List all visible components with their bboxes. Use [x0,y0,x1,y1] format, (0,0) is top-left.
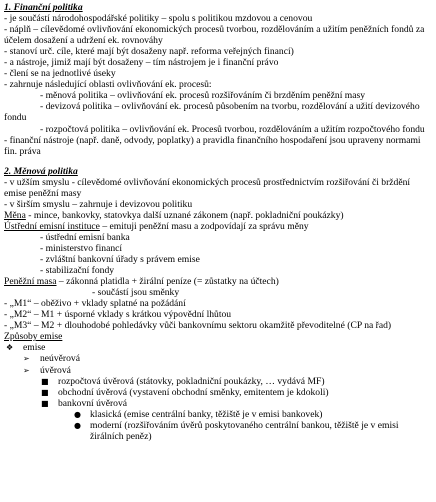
term-emisni-instituce: Ústřední emisní instituce [4,220,100,232]
bullet-text: bankovní úvěrová [58,397,128,409]
paragraph-line: - člení se na jednotlivé úseky [4,68,116,80]
bullet-text: klasická (emise centrální banky, těžiště je v emisi bankovek) [90,408,323,420]
bullet-item [4,342,430,353]
bullet-text: rozpočtová úvěrová (státovky, pokladniční poukázky, … vydává MF) [58,375,325,387]
emission-bullet-list [4,342,430,441]
bullet-item [4,365,430,376]
indented-line: - devizová politika – ovlivňování ek. procesů působením na tvorbu, rozdělování a užití devizového fondu [4,101,420,124]
paragraph-line: - v širším smyslu – zahrnuje i devizovou politiku [4,198,193,210]
term-zpusoby-emise: Způsoby emise [4,331,63,343]
square-bullet-icon: ■ [41,376,49,386]
indented-line: - měnová politika – ovlivňování ek. procesů rozšiřováním či brzděním peněžní masy [40,90,366,102]
bullet-text: moderní (rozšiřováním úvěrů poskytovaného centrální bankou, těžiště je v emisi žirálních peněz) [90,419,399,442]
bullet-item [4,398,430,409]
paragraph-line: - finanční nástroje (např. daně, odvody, poplatky) a pravidla finančního hospodaření jsou upraveny normami fin. práva [4,134,421,157]
arrow-bullet-icon: ➢ [23,365,30,375]
spacer [4,157,430,166]
emisni-instituce-definition [4,221,430,232]
definition-text: – zákonná platidla + žirální peníze (= zůstatky na účtech) [56,276,279,288]
paragraph-line: - je součástí národohospodářské politiky – spolu s politikou mzdovou a cenovou [4,13,313,25]
institution-item: - ministerstvo financí [40,242,123,254]
section-title-menova-politika: 2. Měnová politika [4,165,78,177]
bullet-text: obchodní úvěrová (vystavení obchodní směnky, emitentem je kdokoli) [58,386,329,398]
paragraph-line: - a nástroje, jimiž mají být dosaženy – tím nástrojem je i finanční právo [4,57,279,69]
term-mena: Měna [4,209,26,221]
definition-text: – emituji peněžní masu a zodpovídají za správu měny [99,220,309,232]
institution-item: - stabilizační fondy [40,265,115,277]
indented-line: - rozpočtová politika – ovlivňování ek. Procesů tvorbou, rozdělováním a užitím rozpočtového fondu [40,123,425,135]
dot-bullet-icon: ● [74,420,81,430]
paragraph-line: - náplň – cílevědomé ovlivňování ekonomických procesů tvorbou, rozdělováním a užitím peněžních fondů za účelem dosažení a udržení ek. rovnováhy [4,24,425,47]
mena-definition [4,210,430,221]
dot-bullet-icon: ● [74,409,81,419]
bullet-text: emise [23,342,46,354]
bullet-text: neúvěrová [40,353,80,365]
paragraph-line: - zahrnuje následující oblasti ovlivňování ek. procesů: [4,79,212,91]
bullet-item [4,376,430,387]
institution-item: - zvláštní bankovní úřady s právem emise [40,254,200,266]
bullet-item [4,420,430,442]
section-title-financni-politika: 1. Finanční politika [4,2,83,13]
penezni-masa-definition [4,276,430,287]
bullet-item [4,353,430,364]
square-bullet-icon: ■ [41,398,49,408]
arrow-bullet-icon: ➢ [23,354,30,364]
aggregate-item: - „M3“ – M2 + dlouhodobé pohledávky vůči bankovnímu sektoru okamžitě převoditelné (CP na řad) [4,320,392,332]
bullet-text: úvěrová [40,364,71,376]
aggregate-item: - „M2“ – M1 + úsporné vklady s krátkou výpovědní lhůtou [4,309,232,321]
paragraph-line: - v užším smyslu - cílevědomé ovlivňování ekonomických procesů prostřednictvím rozšiřování či brždění emise peněžní masy [4,176,411,199]
square-bullet-icon: ■ [41,387,49,397]
aggregate-item: - „M1“ – oběživo + vklady splatné na požádání [4,298,186,310]
bullet-item [4,409,430,420]
diamond-bullet-icon: ❖ [6,343,14,353]
institution-item: - ústřední emisní banka [40,231,130,243]
paragraph-line: - stanoví urč. cíle, které mají být dosaženy např. reforma veřejných financí) [4,46,294,58]
bullet-item [4,387,430,398]
masa-sub-item: - součástí jsou směnky [92,287,180,299]
term-penezni-masa: Peněžní masa [4,276,57,288]
definition-text: - mince, bankovky, statovkya další uznané zákonem (např. pokladniční poukázky) [25,209,344,221]
